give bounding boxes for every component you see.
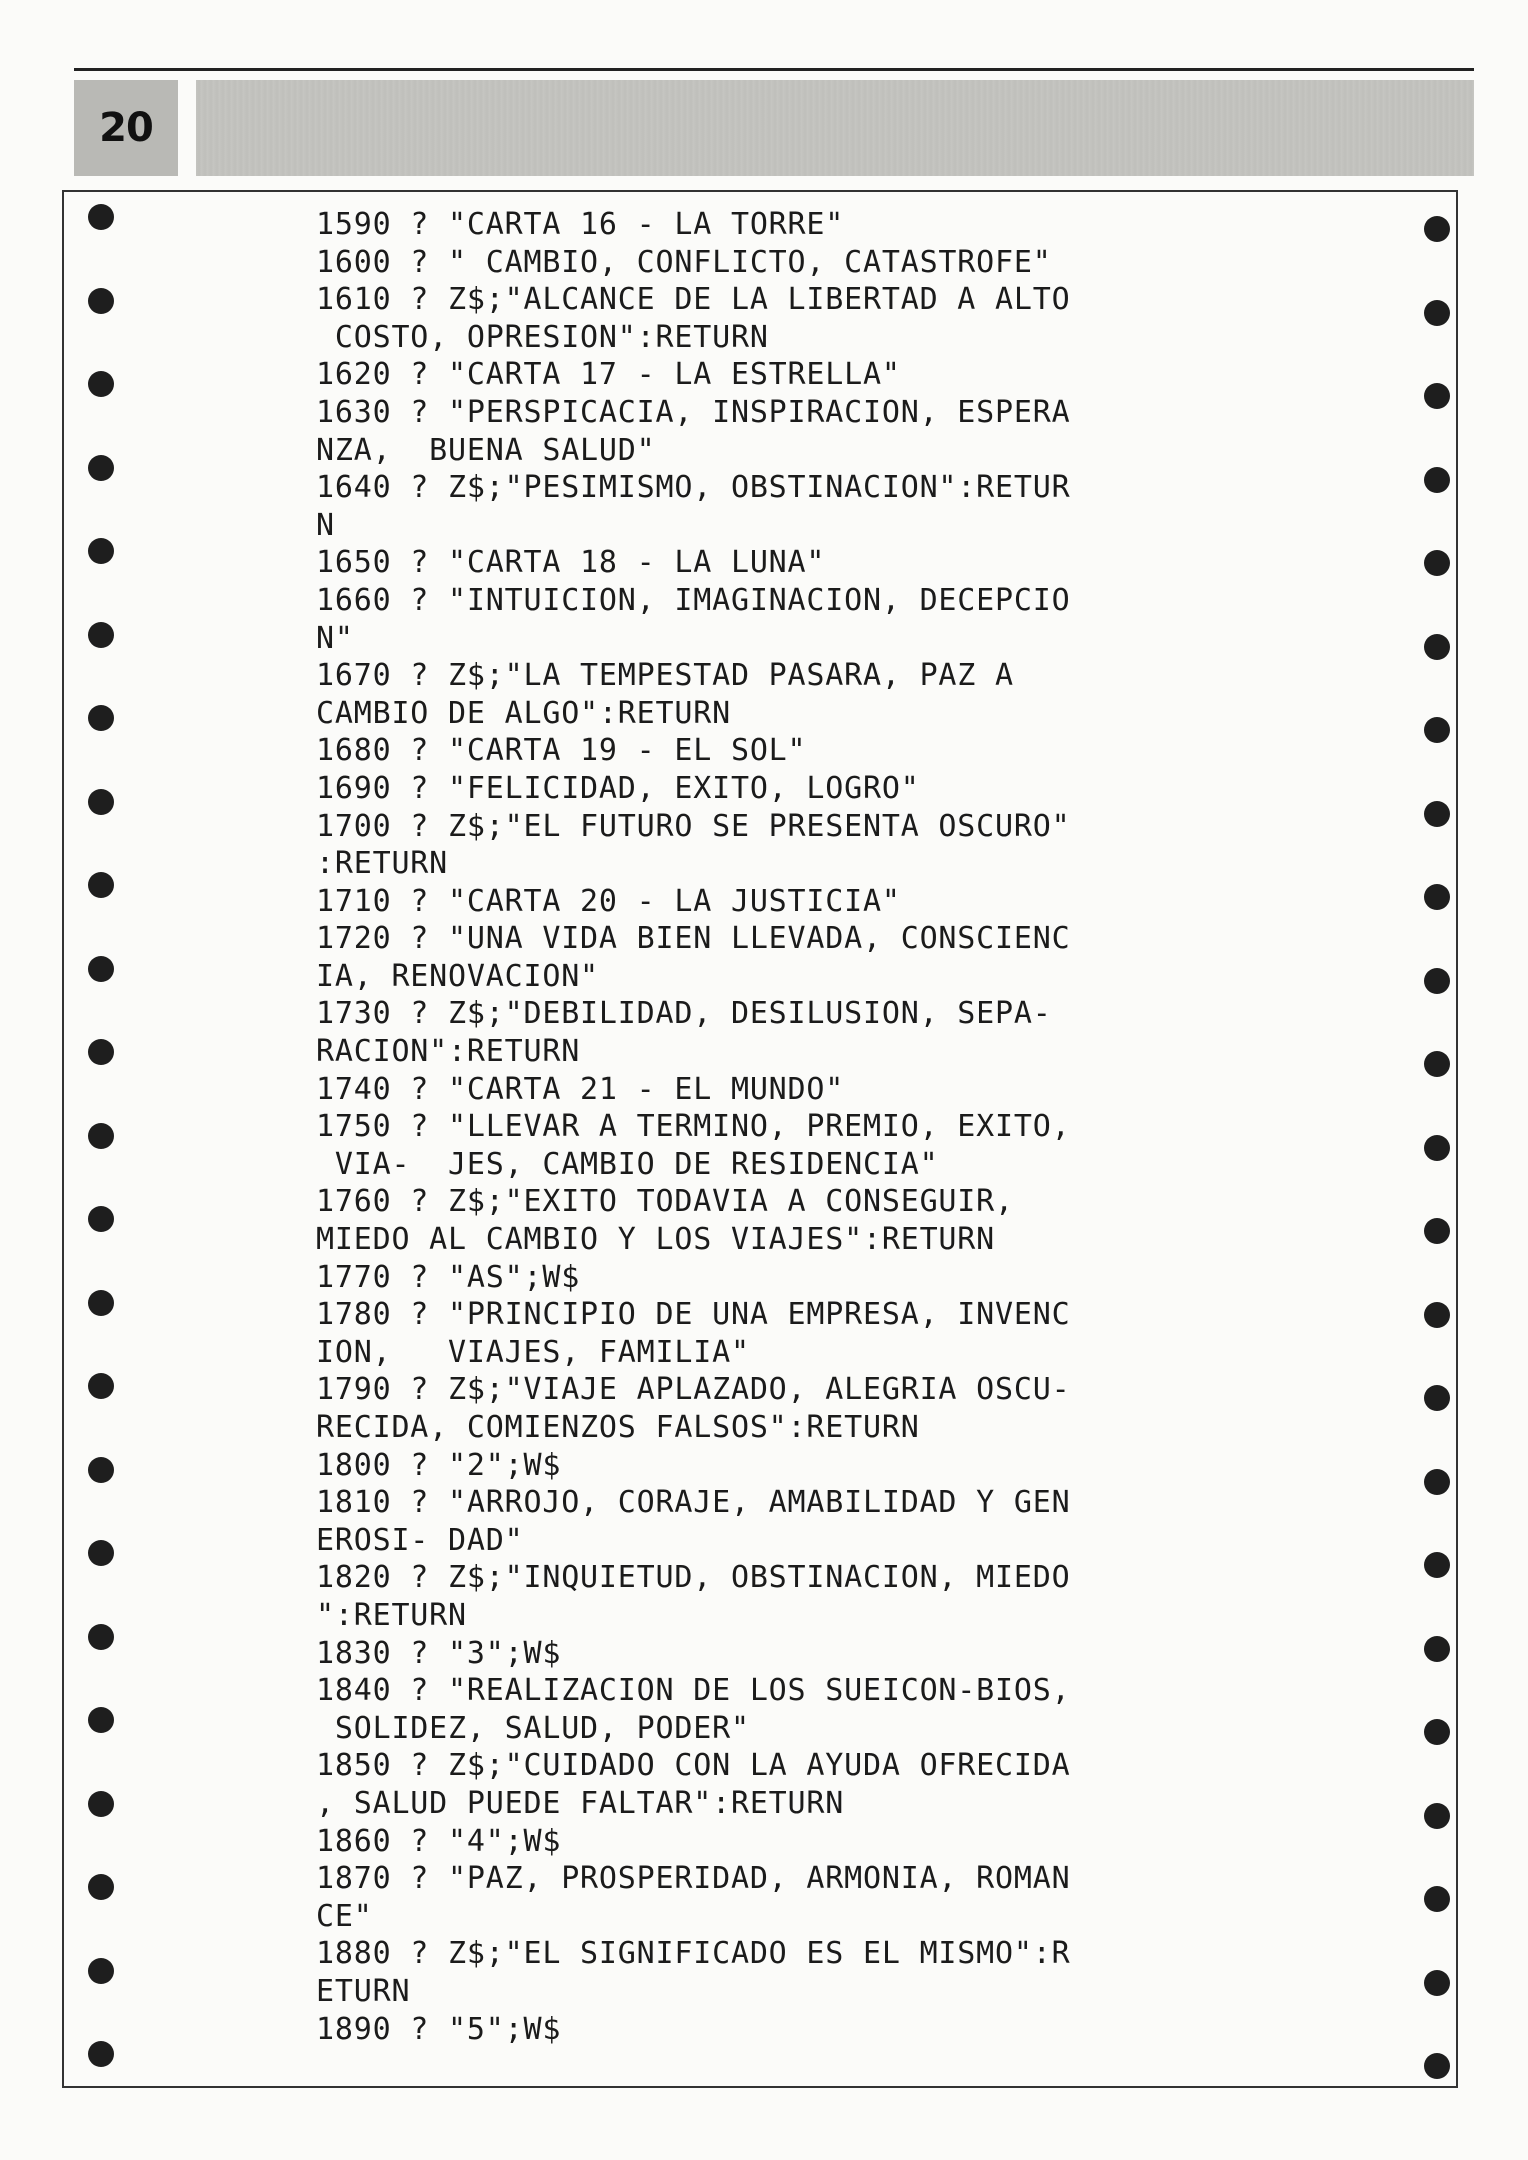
feed-hole xyxy=(1424,550,1450,576)
code-line: 1790 ? Z$;"VIAJE APLAZADO, ALEGRIA OSCU- xyxy=(316,1372,1071,1408)
code-line: COSTO, OPRESION":RETURN xyxy=(316,319,769,355)
code-line: 1590 ? "CARTA 16 - LA TORRE" xyxy=(316,207,845,242)
feed-hole xyxy=(1424,1051,1450,1077)
left-feed-holes xyxy=(88,190,118,2088)
feed-hole xyxy=(1424,1385,1450,1411)
feed-hole xyxy=(88,1290,114,1316)
code-line: 1780 ? "PRINCIPIO DE UNA EMPRESA, INVENC xyxy=(316,1297,1071,1333)
code-line: 1730 ? Z$;"DEBILIDAD, DESILUSION, SEPA- xyxy=(316,996,1052,1032)
right-feed-holes xyxy=(1424,190,1454,2088)
code-line: 1830 ? "3";W$ xyxy=(316,1635,562,1671)
top-rule xyxy=(74,68,1474,71)
code-line: 1630 ? "PERSPICACIA, INSPIRACION, ESPERA xyxy=(316,394,1071,430)
feed-hole xyxy=(1424,968,1450,994)
feed-hole xyxy=(88,1874,114,1900)
code-line: , SALUD PUEDE FALTAR":RETURN xyxy=(316,1785,845,1821)
feed-hole xyxy=(88,1958,114,1984)
code-line: 1850 ? Z$;"CUIDADO CON LA AYUDA OFRECIDA xyxy=(316,1748,1071,1784)
feed-hole xyxy=(88,1707,114,1733)
page-number: 20 xyxy=(99,105,153,151)
code-line: 1660 ? "INTUICION, IMAGINACION, DECEPCIO xyxy=(316,582,1071,618)
feed-hole xyxy=(88,789,114,815)
feed-hole xyxy=(1424,1135,1450,1161)
feed-hole xyxy=(1424,216,1450,242)
feed-hole xyxy=(88,872,114,898)
code-line: 1680 ? "CARTA 19 - EL SOL" xyxy=(316,733,807,769)
code-line: ION, VIAJES, FAMILIA" xyxy=(316,1334,750,1370)
page-number-box xyxy=(74,80,178,176)
code-line: 1750 ? "LLEVAR A TERMINO, PREMIO, EXITO, xyxy=(316,1109,1071,1145)
feed-hole xyxy=(1424,467,1450,493)
feed-hole xyxy=(88,455,114,481)
feed-hole xyxy=(1424,1719,1450,1745)
feed-hole xyxy=(1424,717,1450,743)
feed-hole xyxy=(1424,1218,1450,1244)
feed-hole xyxy=(88,1457,114,1483)
feed-hole xyxy=(88,1373,114,1399)
feed-hole xyxy=(88,204,114,230)
code-line: SOLIDEZ, SALUD, PODER" xyxy=(316,1710,750,1746)
feed-hole xyxy=(88,1206,114,1232)
code-line: 1760 ? Z$;"EXITO TODAVIA A CONSEGUIR, xyxy=(316,1184,1014,1220)
code-line: 1640 ? Z$;"PESIMISMO, OBSTINACION":RETUR xyxy=(316,470,1071,506)
feed-hole xyxy=(88,1039,114,1065)
feed-hole xyxy=(1424,1886,1450,1912)
code-line: 1710 ? "CARTA 20 - LA JUSTICIA" xyxy=(316,883,901,919)
code-line: 1800 ? "2";W$ xyxy=(316,1447,562,1483)
feed-hole xyxy=(1424,300,1450,326)
feed-hole xyxy=(1424,634,1450,660)
feed-hole xyxy=(88,1791,114,1817)
code-line: ":RETURN xyxy=(316,1597,467,1633)
code-line: NZA, BUENA SALUD" xyxy=(316,432,656,468)
feed-hole xyxy=(1424,1803,1450,1829)
code-line: 1720 ? "UNA VIDA BIEN LLEVADA, CONSCIENC xyxy=(316,921,1071,957)
code-line: 1810 ? "ARROJO, CORAJE, AMABILIDAD Y GEN xyxy=(316,1485,1071,1521)
feed-hole xyxy=(88,288,114,314)
feed-hole xyxy=(1424,2053,1450,2079)
feed-hole xyxy=(1424,1302,1450,1328)
code-line: 1840 ? "REALIZACION DE LOS SUEICON-BIOS, xyxy=(316,1673,1071,1709)
code-line: 1820 ? Z$;"INQUIETUD, OBSTINACION, MIEDO xyxy=(316,1560,1071,1596)
feed-hole xyxy=(88,956,114,982)
code-line: CAMBIO DE ALGO":RETURN xyxy=(316,695,731,731)
code-line: VIA- JES, CAMBIO DE RESIDENCIA" xyxy=(316,1146,939,1182)
program-listing xyxy=(316,206,1236,2048)
code-line: EROSI- DAD" xyxy=(316,1522,524,1558)
code-line: 1880 ? Z$;"EL SIGNIFICADO ES EL MISMO":R xyxy=(316,1936,1071,1972)
header-band xyxy=(196,80,1474,176)
code-line: N xyxy=(316,507,335,543)
code-line: 1670 ? Z$;"LA TEMPESTAD PASARA, PAZ A xyxy=(316,658,1014,694)
feed-hole xyxy=(1424,1636,1450,1662)
code-line: 1690 ? "FELICIDAD, EXITO, LOGRO" xyxy=(316,770,920,806)
code-line: 1600 ? " CAMBIO, CONFLICTO, CATASTROFE" xyxy=(316,244,1052,280)
code-line: 1890 ? "5";W$ xyxy=(316,2011,562,2047)
code-line: :RETURN xyxy=(316,846,449,882)
code-line: ETURN xyxy=(316,1973,411,2009)
feed-hole xyxy=(88,538,114,564)
code-line: 1770 ? "AS";W$ xyxy=(316,1259,581,1295)
code-line: 1620 ? "CARTA 17 - LA ESTRELLA" xyxy=(316,357,901,393)
feed-hole xyxy=(1424,1970,1450,1996)
code-line: IA, RENOVACION" xyxy=(316,958,599,994)
feed-hole xyxy=(1424,884,1450,910)
code-line: 1650 ? "CARTA 18 - LA LUNA" xyxy=(316,545,826,581)
feed-hole xyxy=(1424,801,1450,827)
feed-hole xyxy=(1424,1552,1450,1578)
code-line: 1700 ? Z$;"EL FUTURO SE PRESENTA OSCURO" xyxy=(316,808,1071,844)
code-line: MIEDO AL CAMBIO Y LOS VIAJES":RETURN xyxy=(316,1222,996,1258)
feed-hole xyxy=(88,705,114,731)
code-line: CE" xyxy=(316,1898,373,1934)
code-line: RECIDA, COMIENZOS FALSOS":RETURN xyxy=(316,1410,920,1445)
code-line: 1740 ? "CARTA 21 - EL MUNDO" xyxy=(316,1071,845,1107)
feed-hole xyxy=(88,622,114,648)
feed-hole xyxy=(88,1123,114,1149)
feed-hole xyxy=(1424,1469,1450,1495)
feed-hole xyxy=(88,2041,114,2067)
feed-hole xyxy=(88,1540,114,1566)
code-line: N" xyxy=(316,620,354,656)
code-line: 1860 ? "4";W$ xyxy=(316,1823,562,1859)
feed-hole xyxy=(88,371,114,397)
feed-hole xyxy=(1424,383,1450,409)
feed-hole xyxy=(88,1624,114,1650)
code-line: RACION":RETURN xyxy=(316,1034,581,1070)
code-line: 1870 ? "PAZ, PROSPERIDAD, ARMONIA, ROMAN xyxy=(316,1861,1071,1897)
code-line: 1610 ? Z$;"ALCANCE DE LA LIBERTAD A ALTO xyxy=(316,282,1071,318)
